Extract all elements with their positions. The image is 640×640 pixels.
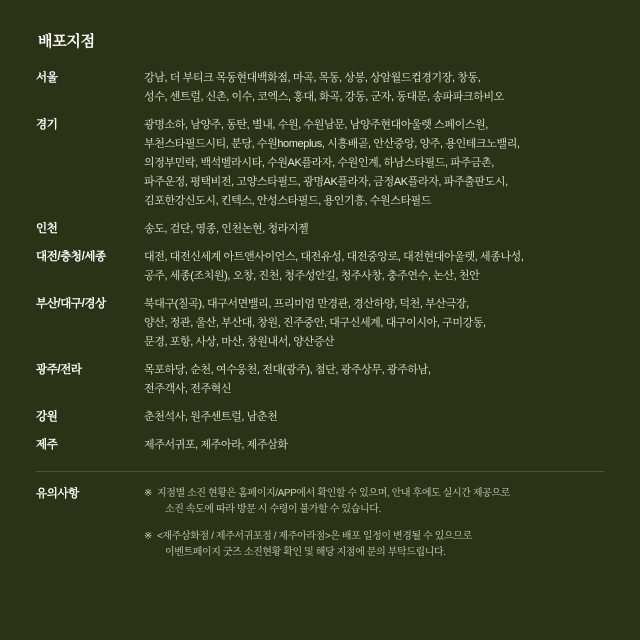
region-value-line: 김포한강신도시, 킨텍스, 안성스타필드, 용인기흥, 수원스타필드 — [144, 195, 432, 207]
region-value-line: 북대구(칠곡), 대구서면밸리, 프리미엄 만경관, 경산하양, 덕천, 부산극장, — [144, 298, 469, 310]
region-label: 대전/충청/세종 — [36, 251, 106, 263]
region-values — [144, 436, 604, 455]
region-label: 강원 — [36, 411, 58, 423]
region-row-gwangju-jeolla — [36, 361, 604, 399]
notice-section — [36, 486, 604, 572]
region-values — [144, 408, 604, 427]
region-value-line: 의정부민락, 백석벨라시타, 수원AK플라자, 수원인계, 하남스타필드, 파주금촌, — [144, 157, 494, 169]
region-value-line: 부천스타필드시티, 분당, 수원homeplus, 시흥배곧, 안산중앙, 양주, 용인테크노밸리, — [144, 138, 520, 150]
notice-label: 유의사항 — [36, 488, 79, 500]
region-value-line: 양산, 정관, 울산, 부산대, 창원, 진주중안, 대구신세계, 대구이시아, 구미강동, — [144, 317, 486, 329]
region-values — [144, 220, 604, 239]
region-row-daejeon-chungcheong-sejong — [36, 248, 604, 286]
region-values — [144, 295, 604, 352]
notice-body — [144, 486, 604, 572]
region-value-line: 성수, 센트럴, 신촌, 이수, 코엑스, 홍대, 화곡, 강동, 군자, 동대문, 송파파크하비오 — [144, 91, 504, 103]
notice-item — [144, 486, 604, 518]
notice-line: 이벤트페이지 굿즈 소진현황 확인 및 해당 지점에 문의 부탁드립니다. — [164, 547, 446, 558]
region-label: 제주 — [36, 439, 58, 451]
region-row-busan-daegu-gyeongsang — [36, 295, 604, 352]
notice-line: <재주삼화점 / 제주서귀포점 / 제주아라점>은 배포 일정이 변경될 수 있으므로 — [156, 531, 472, 542]
notice-text — [157, 486, 510, 518]
page-title: 배포지점 — [38, 33, 95, 50]
reference-mark-icon: ※ — [144, 531, 152, 542]
reference-mark-icon: ※ — [144, 488, 152, 499]
region-label: 경기 — [36, 119, 58, 131]
region-label: 광주/전라 — [36, 364, 82, 376]
region-value-line: 제주서귀포, 제주아라, 제주삼화 — [144, 439, 288, 451]
region-value-line: 광명소하, 남양주, 동탄, 별내, 수원, 수원남문, 남양주현대아울렛 스페이스원, — [144, 119, 488, 131]
region-label: 서울 — [36, 72, 58, 84]
region-value-line: 공주, 세종(조치원), 오창, 진천, 청주성안길, 청주사창, 충주연수, 논산, 천안 — [144, 270, 480, 282]
region-list — [36, 69, 604, 455]
notice-line: 지점별 소진 현황은 홈페이지/APP에서 확인할 수 있으며, 안내 후에도 실시간 제공으로 — [156, 488, 510, 499]
section-divider — [36, 471, 604, 472]
notice-item — [144, 529, 604, 561]
region-value-line: 강남, 더 부티크 목동현대백화점, 마곡, 목동, 상봉, 상암월드컵경기장, 창동, — [144, 72, 481, 84]
region-value-line: 춘천석사, 원주센트럴, 남춘천 — [144, 411, 278, 423]
region-row-gyeonggi — [36, 116, 604, 211]
region-value-line: 전주객사, 전주혁신 — [144, 383, 232, 395]
region-value-line: 문경, 포항, 사상, 마산, 창원내서, 양산증산 — [144, 336, 335, 348]
region-values — [144, 248, 604, 286]
region-label: 부산/대구/경상 — [36, 298, 106, 310]
region-values — [144, 116, 604, 211]
region-value-line: 대전, 대전신세계 아트앤사이언스, 대전유성, 대전중앙로, 대전현대아울렛, 세종나성, — [144, 251, 524, 263]
region-label: 인천 — [36, 223, 58, 235]
region-value-line: 파주운정, 평택비전, 고양스타필드, 광명AK플라자, 금정AK플라자, 파주출판도시, — [144, 176, 508, 188]
region-value-line: 목포하당, 순천, 여수웅천, 전대(광주), 첨단, 광주상무, 광주하남, — [144, 364, 431, 376]
notice-line: 소진 속도에 따라 방문 시 수령이 불가할 수 있습니다. — [164, 504, 381, 515]
region-row-jeju — [36, 436, 604, 455]
region-row-incheon — [36, 220, 604, 239]
region-row-gangwon — [36, 408, 604, 427]
notice-text — [157, 529, 472, 561]
region-row-seoul — [36, 69, 604, 107]
region-values — [144, 361, 604, 399]
region-value-line: 송도, 검단, 영종, 인천논현, 청라지젤 — [144, 223, 309, 235]
region-values — [144, 69, 604, 107]
